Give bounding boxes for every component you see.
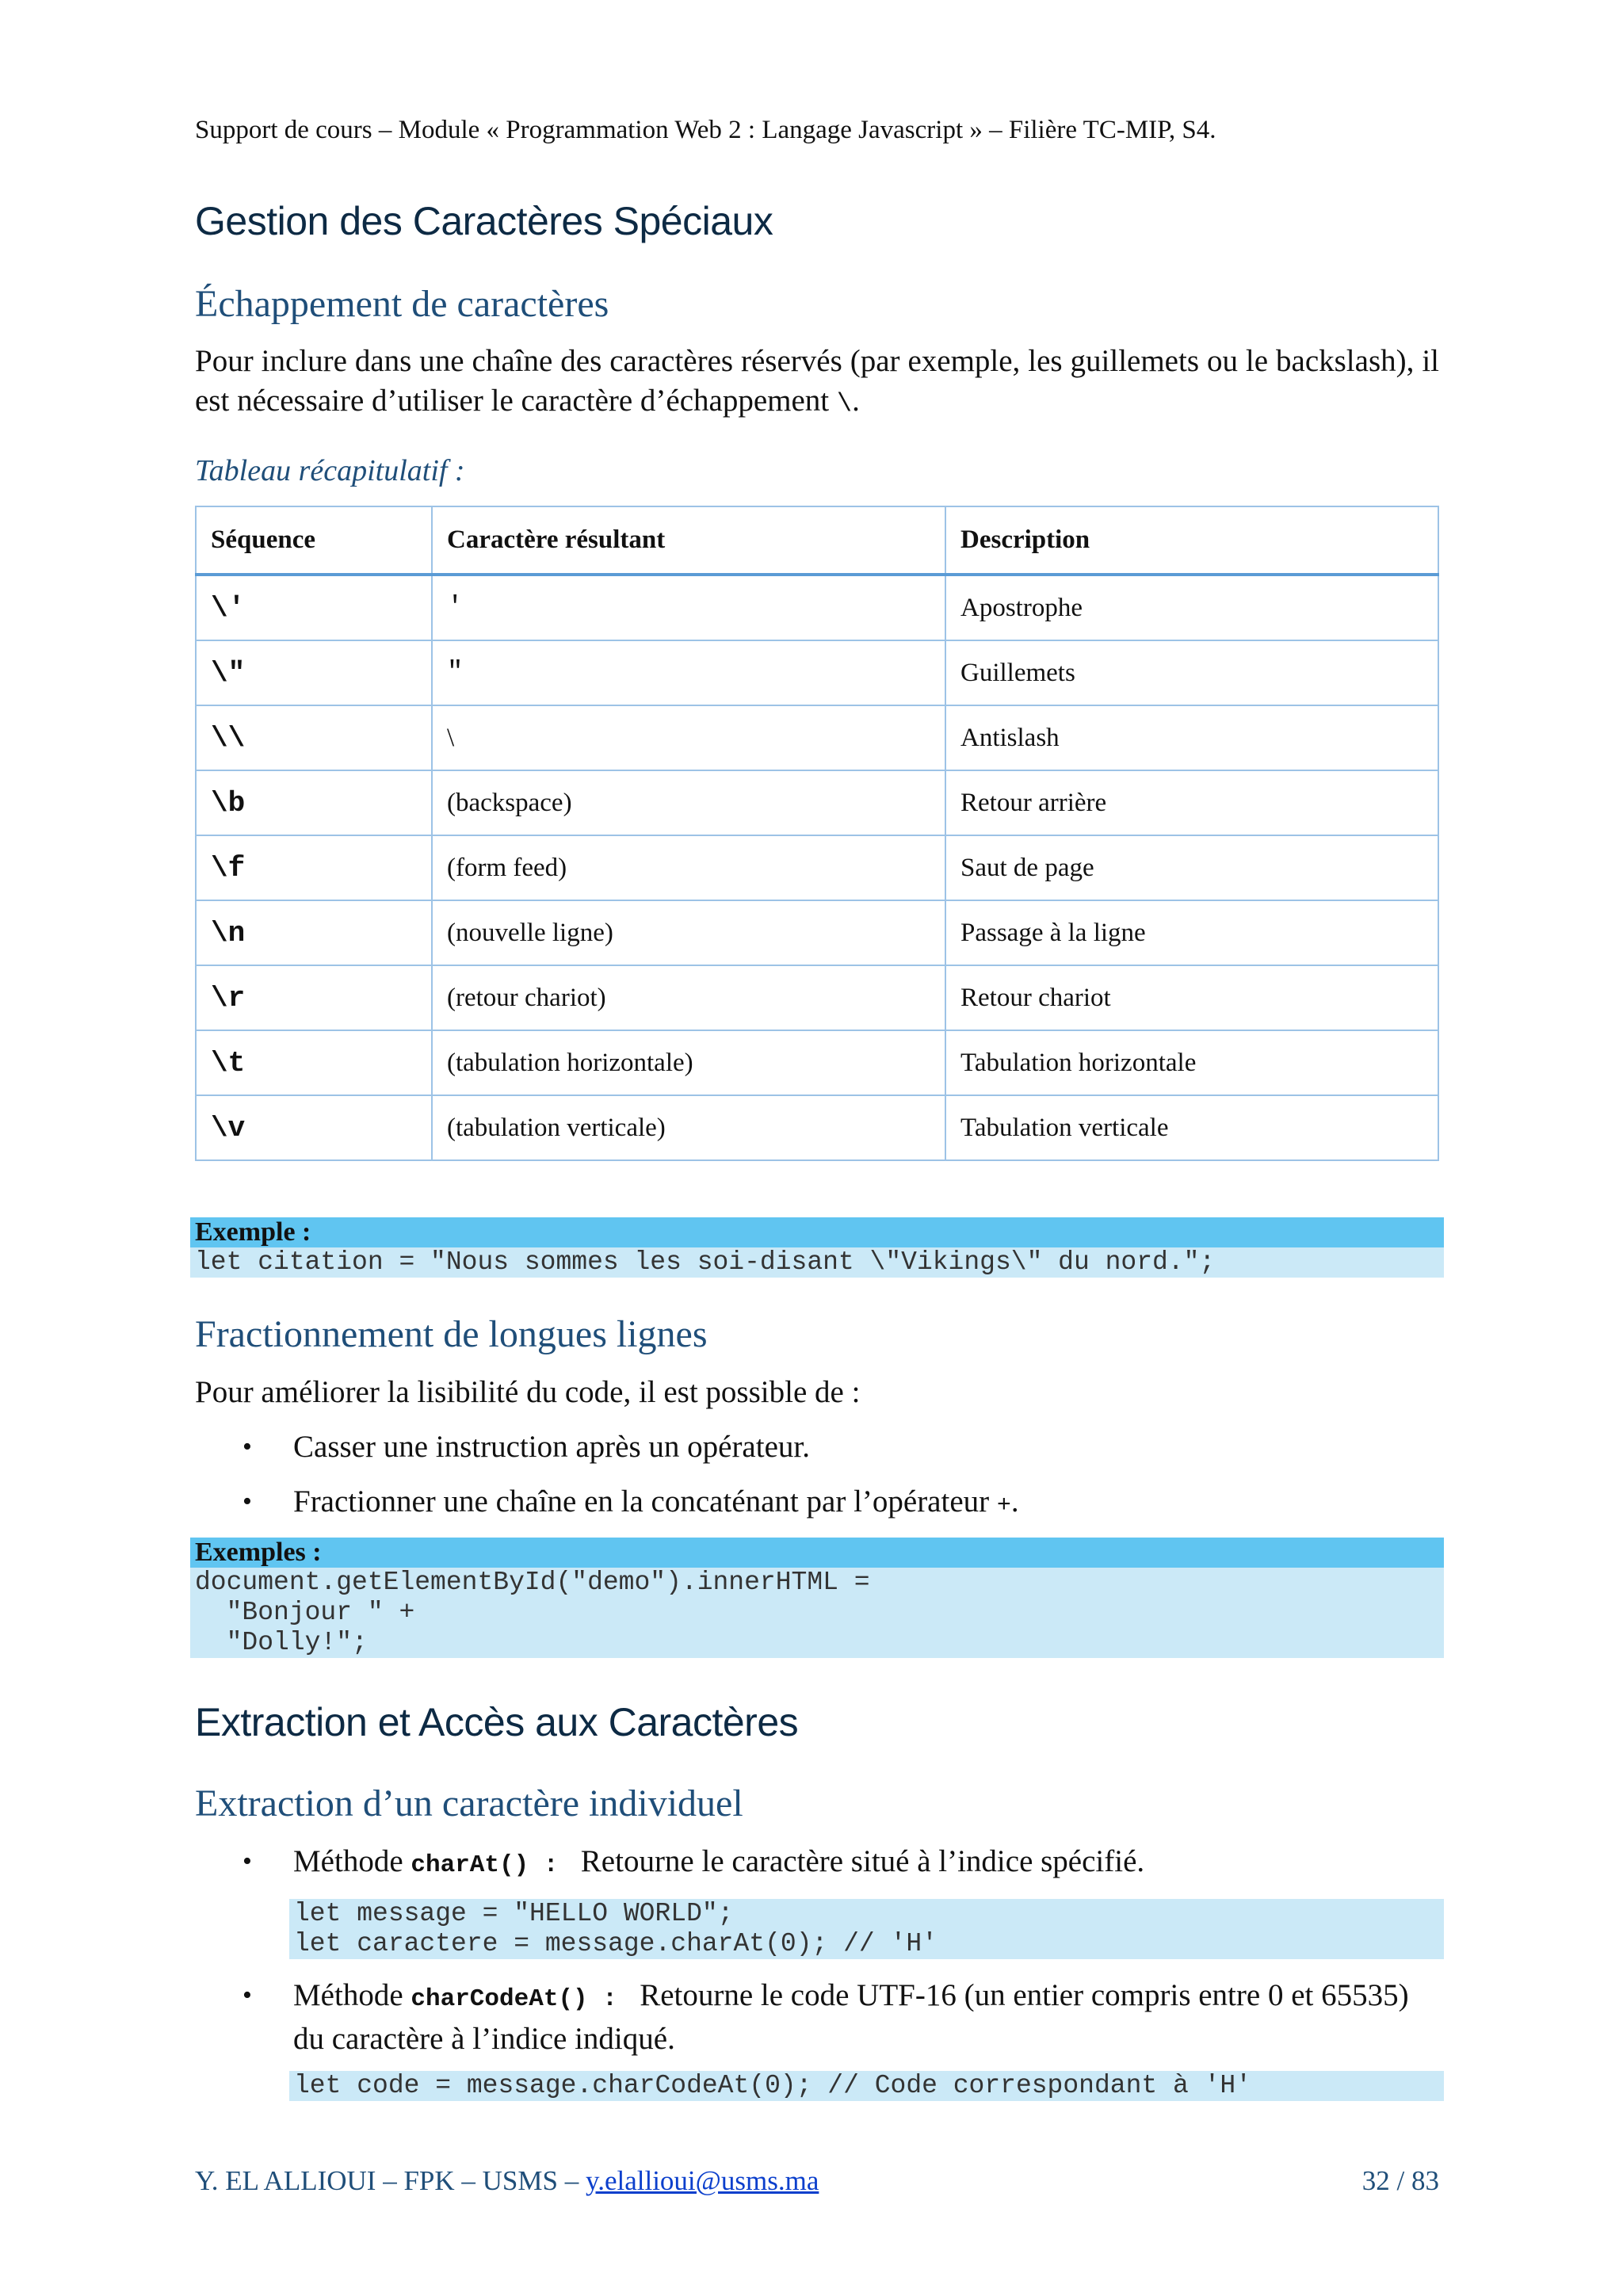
table-cell-char: (retour chariot) xyxy=(432,965,945,1030)
table-row xyxy=(196,640,1438,705)
table-row xyxy=(196,575,1438,640)
code-line: "Bonjour " + xyxy=(195,1598,415,1627)
example-code-box xyxy=(190,1217,1444,1278)
escaping-paragraph-end: . xyxy=(852,384,860,418)
subsection-title-single-char: Extraction d’un caractère individuel xyxy=(195,1782,743,1824)
table-cell-char: (tabulation verticale) xyxy=(432,1095,945,1160)
code-line: let message = "HELLO WORLD"; xyxy=(294,1899,734,1928)
escaping-paragraph xyxy=(195,342,1439,424)
example-title: Exemple : xyxy=(190,1217,1444,1247)
table-cell-char: (tabulation horizontale) xyxy=(432,1030,945,1095)
table-cell-description: Tabulation verticale xyxy=(945,1095,1438,1160)
charcodeat-code-box xyxy=(289,2071,1444,2101)
footer-author: Y. EL ALLIOUI – FPK – USMS – xyxy=(195,2165,586,2196)
table-cell-sequence: \v xyxy=(196,1095,432,1160)
code-line: let caractere = message.charAt(0); // 'H' xyxy=(294,1929,938,1958)
table-cell-description: Tabulation horizontale xyxy=(945,1030,1438,1095)
table-row xyxy=(196,705,1438,770)
table-cell-sequence: \t xyxy=(196,1030,432,1095)
subsection-title-escaping: Échappement de caractères xyxy=(195,283,609,325)
table-cell-description: Guillemets xyxy=(945,640,1438,705)
page-number: 32 / 83 xyxy=(1361,2165,1439,2196)
table-cell-sequence: \" xyxy=(196,640,432,705)
table-cell-description: Retour chariot xyxy=(945,965,1438,1030)
table-header-row xyxy=(196,506,1438,575)
charat-method-name: charAt() xyxy=(411,1851,529,1879)
table-cell-sequence: \f xyxy=(196,835,432,900)
bullet-icon: • xyxy=(242,1487,252,1516)
examples-code-box xyxy=(190,1538,1444,1658)
list-item-text: Casser une instruction après un opérateur. xyxy=(293,1430,810,1464)
section-title-special-characters: Gestion des Caractères Spéciaux xyxy=(195,199,773,243)
charat-description: Retourne le caractère situé à l’indice spécifié. xyxy=(580,1844,1145,1878)
table-row xyxy=(196,770,1438,835)
table-cell-sequence: \b xyxy=(196,770,432,835)
list-item-text-main: Fractionner une chaîne en la concaténant par l’opérateur xyxy=(293,1484,997,1519)
table-cell-sequence: \' xyxy=(196,575,432,640)
escaping-paragraph-text: Pour inclure dans une chaîne des caractères réservés (par exemple, les guillemets ou le backslash), il est nécessaire d’utiliser le caractère d’échappement xyxy=(195,344,1439,418)
table-cell-description: Saut de page xyxy=(945,835,1438,900)
footer-email-link[interactable]: y.elallioui@usms.ma xyxy=(585,2165,819,2196)
table-cell-sequence: \\ xyxy=(196,705,432,770)
code-line: let code = message.charCodeAt(0); // Code correspondant à 'H' xyxy=(294,2071,1251,2100)
table-row xyxy=(196,835,1438,900)
table-header-result-char: Caractère résultant xyxy=(432,506,945,575)
method-prefix: Méthode xyxy=(293,1844,411,1878)
escape-sequence-table xyxy=(195,506,1439,1161)
table-cell-char: \ xyxy=(432,705,945,770)
charcodeat-description: Retourne le code UTF-16 (un entier compris entre 0 et 65535) du caractère à l’indice indiqué. xyxy=(293,1978,1409,2056)
charat-code-box xyxy=(289,1899,1444,1959)
table-row xyxy=(196,1095,1438,1160)
table-cell-description: Apostrophe xyxy=(945,575,1438,640)
escape-char-inline-code: \ xyxy=(836,389,853,418)
code-line: "Dolly!"; xyxy=(195,1628,368,1657)
examples-title: Exemples : xyxy=(190,1538,1444,1568)
code-line: document.getElementById("demo").innerHTML = xyxy=(195,1568,870,1597)
table-row xyxy=(196,965,1438,1030)
list-item-text xyxy=(293,1842,1434,1885)
subsection-title-line-splitting: Fractionnement de longues lignes xyxy=(195,1313,708,1355)
table-cell-char: (nouvelle ligne) xyxy=(432,900,945,965)
table-caption: Tableau récapitulatif : xyxy=(195,454,465,487)
page-footer xyxy=(195,2165,1439,2197)
table-cell-char: (form feed) xyxy=(432,835,945,900)
table-header-description: Description xyxy=(945,506,1438,575)
table-row xyxy=(196,900,1438,965)
bullet-icon: • xyxy=(242,1847,252,1876)
method-separator: : xyxy=(529,1851,574,1879)
table-cell-char: ' xyxy=(432,575,945,640)
section-title-extraction: Extraction et Accès aux Caractères xyxy=(195,1700,799,1744)
charcodeat-method-name: charCodeAt() xyxy=(411,1985,588,2013)
list-item-text xyxy=(293,1976,1434,2059)
list-item-text-end: . xyxy=(1010,1484,1019,1519)
table-cell-description: Antislash xyxy=(945,705,1438,770)
table-cell-description: Retour arrière xyxy=(945,770,1438,835)
line-splitting-intro: Pour améliorer la lisibilité du code, il est possible de : xyxy=(195,1375,861,1409)
bullet-icon: • xyxy=(242,1432,252,1461)
table-cell-sequence: \n xyxy=(196,900,432,965)
list-item-text xyxy=(293,1482,1434,1526)
example-code-line: let citation = "Nous sommes les soi-disant \"Vikings\" du nord."; xyxy=(195,1247,1216,1277)
table-row xyxy=(196,1030,1438,1095)
table-cell-char: " xyxy=(432,640,945,705)
table-cell-char: (backspace) xyxy=(432,770,945,835)
table-header-sequence: Séquence xyxy=(196,506,432,575)
table-cell-description: Passage à la ligne xyxy=(945,900,1438,965)
table-cell-sequence: \r xyxy=(196,965,432,1030)
method-separator: : xyxy=(587,1985,632,2013)
bullet-icon: • xyxy=(242,1981,252,2010)
running-header: Support de cours – Module « Programmation Web 2 : Langage Javascript » – Filière TC-MIP, S4. xyxy=(195,116,1216,144)
plus-operator-inline-code: + xyxy=(996,1492,1011,1519)
method-prefix: Méthode xyxy=(293,1978,411,2012)
